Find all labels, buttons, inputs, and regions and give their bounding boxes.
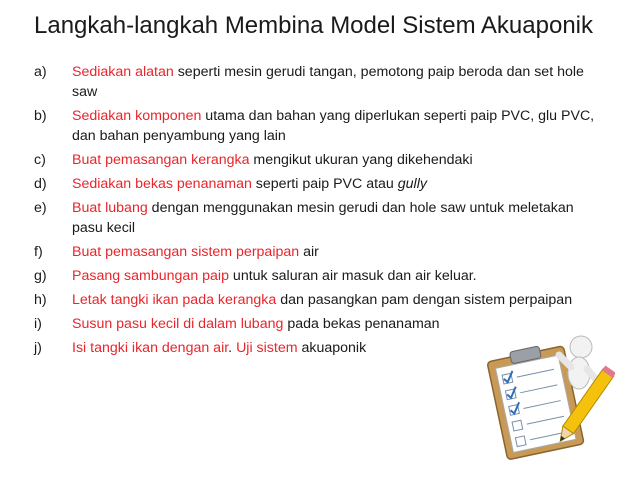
highlight-text: Susun pasu kecil di dalam lubang — [72, 316, 284, 332]
list-item-label: c) — [34, 152, 46, 168]
body-text: utama dan bahan yang diperlukan seperti paip PVC, glu PVC, dan bahan penyambung yang lain — [72, 108, 595, 144]
highlight-text: Sediakan komponen — [72, 108, 202, 124]
body-text: mengikut ukuran yang dikehendaki — [249, 152, 473, 168]
list-item-text — [72, 266, 604, 286]
list-item — [34, 290, 604, 310]
list-item — [34, 242, 604, 262]
body-text: seperti paip PVC atau — [251, 176, 398, 192]
list-item-text — [72, 290, 604, 310]
body-text: akuaponik — [297, 340, 367, 356]
highlight-text: Isi tangki ikan dengan air — [72, 340, 229, 356]
list-item — [34, 62, 604, 102]
list-item-text — [72, 198, 604, 238]
list-item-label: j) — [34, 340, 42, 356]
highlight-text: Buat lubang — [72, 200, 148, 216]
highlight-text: Letak tangki ikan pada kerangka — [72, 292, 277, 308]
highlight-text: Buat pemasangan kerangka — [72, 152, 250, 168]
list-item-label: b) — [34, 108, 47, 124]
list-item — [34, 198, 604, 238]
highlight-text: Pasang sambungan paip — [72, 268, 229, 284]
body-text: dengan menggunakan mesin gerudi dan hole saw untuk meletakan pasu kecil — [72, 200, 574, 236]
list-item-label: g) — [34, 268, 47, 284]
list-item-text — [72, 242, 604, 262]
body-text: untuk saluran air masuk dan air keluar. — [228, 268, 477, 284]
list-item-label: f) — [34, 244, 43, 260]
list-item-label: d) — [34, 176, 47, 192]
list-item-text — [72, 174, 604, 194]
list-item-text — [72, 62, 604, 102]
body-text: . — [228, 340, 237, 356]
steps-list — [34, 62, 604, 362]
highlight-text: Uji sistem — [236, 340, 298, 356]
body-text: dan pasangkan pam dengan sistem perpaipan — [276, 292, 573, 308]
list-item-label: e) — [34, 200, 47, 216]
list-item-text — [72, 150, 604, 170]
list-item — [34, 150, 604, 170]
highlight-text: Sediakan alatan — [72, 64, 174, 80]
body-text: gully — [397, 176, 427, 192]
list-item — [34, 106, 604, 146]
body-text: seperti mesin gerudi tangan, pemotong paip beroda dan set hole saw — [72, 64, 584, 100]
list-item-label: a) — [34, 64, 47, 80]
body-text: pada bekas penanaman — [283, 316, 440, 332]
list-item — [34, 174, 604, 194]
list-item — [34, 266, 604, 286]
body-text: air — [299, 244, 319, 260]
list-item-text — [72, 106, 604, 146]
highlight-text: Buat pemasangan sistem perpaipan — [72, 244, 300, 260]
highlight-text: Sediakan bekas penanaman — [72, 176, 252, 192]
list-item-label: i) — [34, 316, 42, 332]
list-item-label: h) — [34, 292, 47, 308]
page-title: Langkah-langkah Membina Model Sistem Akuaponik — [34, 12, 593, 39]
checklist-figure-with-pencil-icon — [475, 325, 615, 465]
